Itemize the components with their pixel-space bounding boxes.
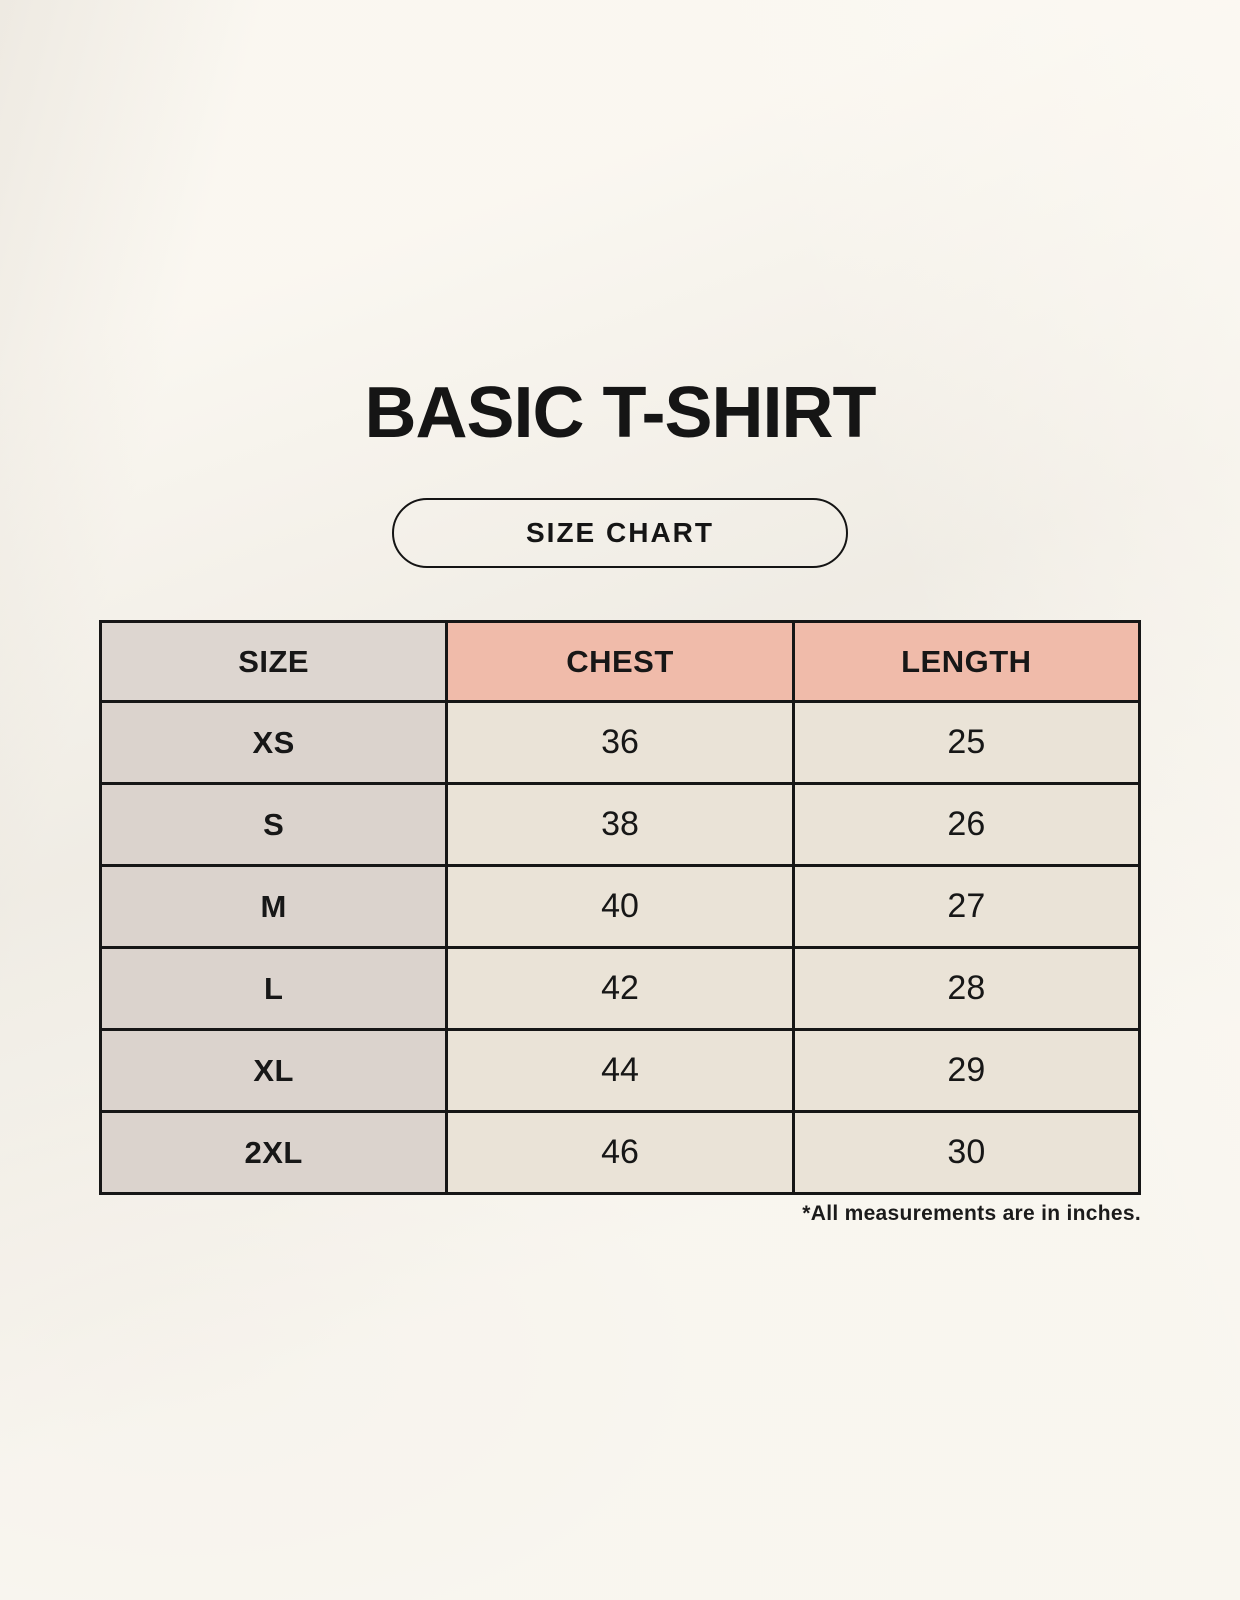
table-row-2xl xyxy=(101,1112,1140,1194)
size-chart-table-header xyxy=(101,622,1140,702)
size-chart-table-body xyxy=(101,702,1140,1194)
header-cell-chest: CHEST xyxy=(447,622,793,702)
size-label: XL xyxy=(101,1030,447,1112)
length-value: 30 xyxy=(793,1112,1139,1194)
size-chart-table xyxy=(99,620,1141,1195)
length-value: 28 xyxy=(793,948,1139,1030)
table-row-xl xyxy=(101,1030,1140,1112)
table-row-s xyxy=(101,784,1140,866)
length-value: 29 xyxy=(793,1030,1139,1112)
table-row-m xyxy=(101,866,1140,948)
chest-value: 40 xyxy=(447,866,793,948)
size-label: L xyxy=(101,948,447,1030)
table-row-xs xyxy=(101,702,1140,784)
size-label: S xyxy=(101,784,447,866)
length-value: 26 xyxy=(793,784,1139,866)
chest-value: 38 xyxy=(447,784,793,866)
chest-value: 46 xyxy=(447,1112,793,1194)
size-label: XS xyxy=(101,702,447,784)
chest-value: 44 xyxy=(447,1030,793,1112)
size-label: M xyxy=(101,866,447,948)
header-row xyxy=(101,622,1140,702)
page-title: BASIC T-SHIRT xyxy=(364,373,876,453)
table-row-l xyxy=(101,948,1140,1030)
size-chart-button[interactable] xyxy=(392,498,848,568)
header-cell-size: SIZE xyxy=(101,622,447,702)
chest-value: 36 xyxy=(447,702,793,784)
size-chart-button-label: SIZE CHART xyxy=(526,517,714,548)
chest-value: 42 xyxy=(447,948,793,1030)
size-label: 2XL xyxy=(101,1112,447,1194)
length-value: 27 xyxy=(793,866,1139,948)
measurements-footnote: *All measurements are in inches. xyxy=(802,1202,1141,1225)
header-cell-length: LENGTH xyxy=(793,622,1139,702)
length-value: 25 xyxy=(793,702,1139,784)
